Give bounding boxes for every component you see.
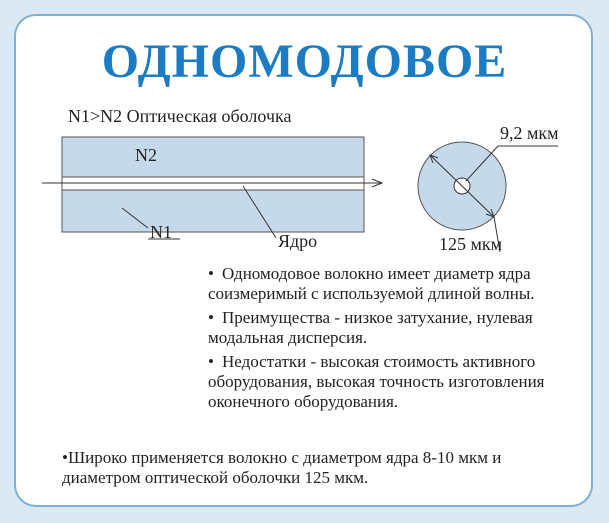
- bullet-list: [208, 264, 588, 416]
- bullet-item: • Преимущества - низкое затухание, нулевая модальная дисперсия.: [208, 308, 533, 347]
- bullet-item: • Одномодовое волокно имеет диаметр ядра соизмеримый с используемой длиной волны.: [208, 264, 535, 303]
- bullet-text: Одномодовое волокно имеет диаметр ядра соизмеримый с используемой длиной волны.: [208, 264, 535, 303]
- label-cladding-diameter: 125 мкм: [439, 234, 503, 254]
- label-core-diameter: 9,2 мкм: [500, 123, 559, 143]
- label-n1: N1: [150, 222, 172, 242]
- page-title: ОДНОМОДОВОЕ: [101, 35, 508, 88]
- footer-note: •Широко применяется волокно с диаметром ядра 8-10 мкм и диаметром оптической оболочки 125 мкм.: [62, 448, 502, 487]
- bullet-text: Недостатки - высокая стоимость активного оборудования, высокая точность изготовления оконечного оборудования.: [208, 352, 545, 411]
- label-n2: N2: [135, 145, 157, 165]
- bullet-text: Преимущества - низкое затухание, нулевая модальная дисперсия.: [208, 308, 533, 347]
- bullet-item: • Недостатки - высокая стоимость активного оборудования, высокая точность изготовления оконечного оборудования.: [208, 352, 545, 411]
- footer-note-text: Широко применяется волокно с диаметром ядра 8-10 мкм и диаметром оптической оболочки 125 мкм.: [62, 448, 502, 487]
- fiber-cladding-top: [62, 137, 364, 177]
- fiber-cladding-bottom: [62, 190, 364, 232]
- cladding-caption: N1>N2 Оптическая оболочка: [68, 106, 292, 126]
- label-core: Ядро: [278, 231, 318, 251]
